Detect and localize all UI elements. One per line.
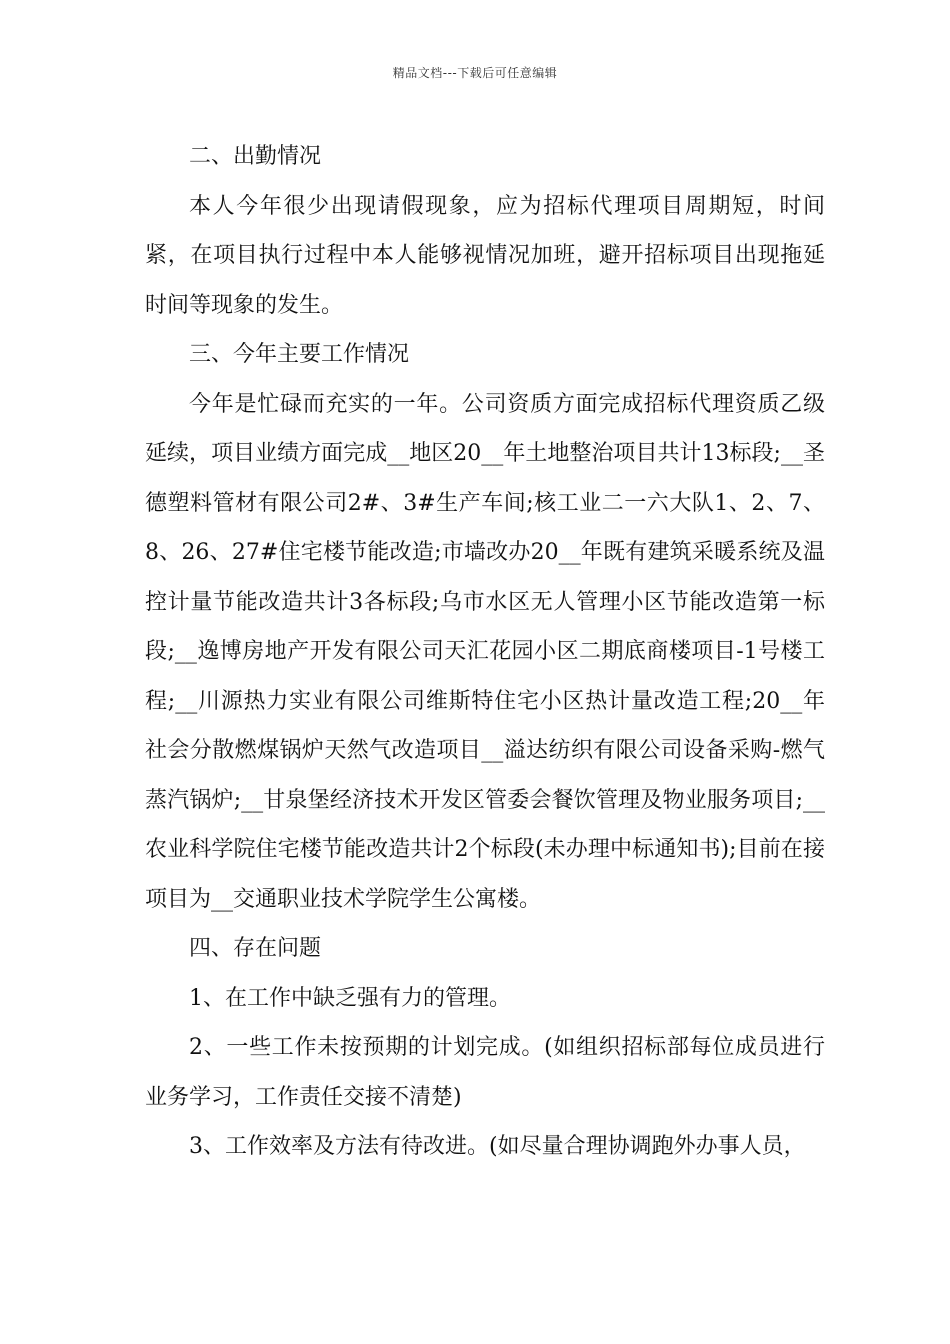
section-heading-attendance: 二、出勤情况 bbox=[189, 144, 322, 169]
paragraph-problem-2: 2、一些工作未按预期的计划完成。(如组织招标部每位成员进行业务学习，工作责任交接不清楚) bbox=[145, 1035, 825, 1110]
page-header: 精品文档---下载后可任意编辑 bbox=[392, 66, 558, 80]
paragraph-main-work: 今年是忙碌而充实的一年。公司资质方面完成招标代理资质乙级延续，项目业绩方面完成__地区20__年土地整治项目共计13标段;__圣德塑料管材有限公司2#、3#生产车间;核工业二一六大队1、2、7、8、26、27#住宅楼节能改造;市墙改办20__年既有建筑采暖系统及温控计量节能改造共计3各标段;乌市水区无人管理小区节能改造第一标段;__逸博房地产开发有限公司天汇花园小区二期底商楼项目-1号楼工程;__川源热力实业有限公司维斯特住宅小区热计量改造工程;20__年社会分散燃煤锅炉天然气改造项目__溢达纺织有限公司设备采购-燃气蒸汽锅炉;__甘泉堡经济技术开发区管委会餐饮管理及物业服务项目;__农业科学院住宅楼节能改造共计2个标段(未办理中标通知书);目前在接项目为__交通职业技术学院学生公寓楼。 bbox=[145, 391, 825, 912]
paragraph-problem-3: 3、工作效率及方法有待改进。(如尽量合理协调跑外办事人员， bbox=[189, 1134, 806, 1159]
paragraph-attendance: 本人今年很少出现请假现象，应为招标代理项目周期短，时间紧，在项目执行过程中本人能够视情况加班，避开招标项目出现拖延时间等现象的发生。 bbox=[145, 193, 825, 318]
paragraph-problem-1: 1、在工作中缺乏强有力的管理。 bbox=[189, 985, 511, 1011]
section-heading-main-work: 三、今年主要工作情况 bbox=[189, 342, 410, 367]
document-body bbox=[145, 132, 825, 1172]
section-heading-problems: 四、存在问题 bbox=[189, 936, 322, 961]
